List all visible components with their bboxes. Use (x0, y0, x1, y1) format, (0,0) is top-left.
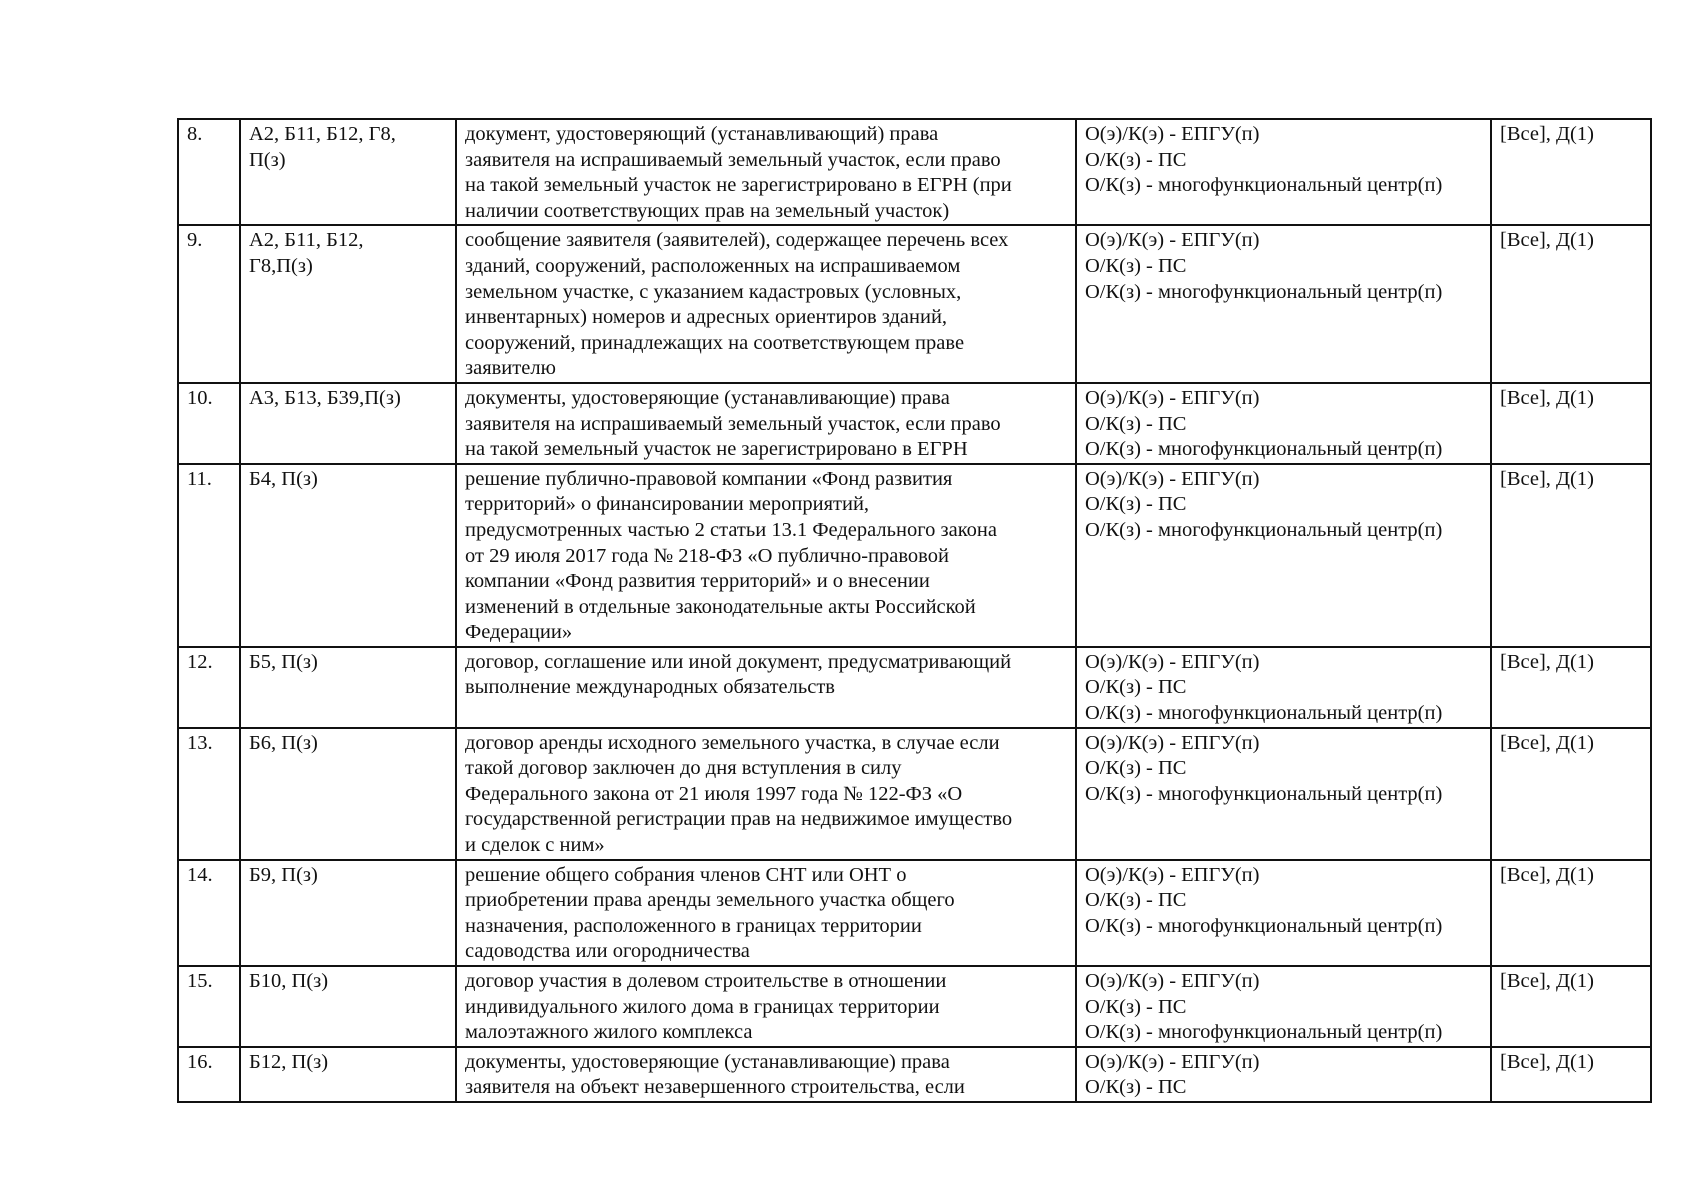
document-line: компании «Фонд развития территорий» и о внесении (465, 570, 930, 593)
methods-line: О/К(з) - многофункциональный центр(п) (1085, 782, 1443, 805)
codes-line: Б9, П(з) (249, 863, 318, 886)
document-line: договор участия в долевом строительстве в отношении (465, 970, 947, 992)
document-line: наличии соответствующих прав на земельный участок) (465, 199, 950, 222)
document-cell (456, 728, 1076, 860)
note-cell: [Все], Д(1) (1491, 225, 1651, 383)
document-cell (456, 119, 1076, 225)
row-number-cell: 13. (178, 728, 240, 860)
document-cell (456, 966, 1076, 1047)
document-line: решение общего собрания членов СНТ или ОНТ о (465, 863, 907, 886)
row-number-cell: 8. (178, 119, 240, 225)
methods-line: О(э)/К(э) - ЕПГУ(п) (1085, 650, 1260, 673)
codes-line: Б5, П(з) (249, 650, 318, 673)
document-line: Федерации» (465, 621, 573, 644)
document-cell (456, 225, 1076, 383)
document-line: договор, соглашение или иной документ, предусматривающий (465, 650, 1012, 673)
table-row (178, 383, 1651, 464)
methods-line: О(э)/К(э) - ЕПГУ(п) (1085, 386, 1260, 409)
document-line: документы, удостоверяющие (устанавливающие) права (465, 1050, 950, 1073)
table-row (178, 1047, 1651, 1102)
methods-cell (1076, 966, 1491, 1047)
methods-line: О(э)/К(э) - ЕПГУ(п) (1085, 1050, 1260, 1073)
methods-line: О/К(з) - ПС (1085, 148, 1187, 171)
table-row (178, 119, 1651, 225)
row-number-cell: 12. (178, 647, 240, 728)
codes-cell (240, 464, 456, 647)
document-line: земельном участке, с указанием кадастровых (условных, (465, 280, 962, 303)
methods-line: О(э)/К(э) - ЕПГУ(п) (1085, 970, 1260, 992)
methods-cell (1076, 860, 1491, 966)
document-line: назначения, расположенного в границах территории (465, 914, 922, 937)
note-cell: [Все], Д(1) (1491, 464, 1651, 647)
document-line: заявителя на испрашиваемый земельный участок, если право (465, 148, 1001, 171)
document-cell (456, 1047, 1076, 1102)
document-line: государственной регистрации прав на недвижимое имущество (465, 808, 1013, 831)
document-line: изменений в отдельные законодательные акты Российской (465, 595, 976, 618)
row-number-cell: 15. (178, 966, 240, 1047)
methods-line: О/К(з) - ПС (1085, 254, 1187, 277)
methods-cell (1076, 119, 1491, 225)
document-line: решение публично-правовой компании «Фонд развития (465, 467, 953, 490)
row-number-cell: 11. (178, 464, 240, 647)
methods-line: О/К(з) - многофункциональный центр(п) (1085, 702, 1443, 725)
table-row (178, 464, 1651, 647)
methods-line: О/К(з) - ПС (1085, 757, 1187, 780)
codes-cell (240, 728, 456, 860)
codes-line: Б10, П(з) (249, 970, 329, 992)
methods-line: О/К(з) - многофункциональный центр(п) (1085, 280, 1443, 303)
methods-line: О(э)/К(э) - ЕПГУ(п) (1085, 731, 1260, 754)
codes-line: А2, Б11, Б12, (249, 229, 364, 252)
codes-cell (240, 860, 456, 966)
methods-line: О/К(з) - многофункциональный центр(п) (1085, 1021, 1443, 1044)
document-line: такой договор заключен до дня вступления в силу (465, 757, 902, 780)
document-line: выполнение международных обязательств (465, 676, 835, 699)
documents-table (177, 118, 1652, 1103)
methods-line: О/К(з) - многофункциональный центр(п) (1085, 914, 1443, 937)
methods-line: О/К(з) - ПС (1085, 995, 1187, 1018)
document-line: территорий» о финансировании мероприятий, (465, 493, 870, 516)
codes-line: П(з) (249, 148, 286, 171)
document-line: договор аренды исходного земельного участка, в случае если (465, 731, 1000, 754)
table-row (178, 225, 1651, 383)
document-line: документы, удостоверяющие (устанавливающие) права (465, 386, 950, 409)
documents-table-body (178, 119, 1651, 1102)
note-cell: [Все], Д(1) (1491, 966, 1651, 1047)
codes-line: Б12, П(з) (249, 1050, 329, 1073)
row-number-cell: 9. (178, 225, 240, 383)
document-line: от 29 июля 2017 года № 218-ФЗ «О публично-правовой (465, 544, 949, 567)
document-line: приобретении права аренды земельного участка общего (465, 889, 955, 912)
codes-cell (240, 119, 456, 225)
codes-line: Б6, П(з) (249, 731, 318, 754)
document-line: заявителя на испрашиваемый земельный участок, если право (465, 412, 1001, 435)
methods-line: О/К(з) - многофункциональный центр(п) (1085, 438, 1443, 461)
table-row (178, 860, 1651, 966)
note-cell: [Все], Д(1) (1491, 647, 1651, 728)
table-row (178, 966, 1651, 1047)
document-cell (456, 647, 1076, 728)
codes-line: А3, Б13, Б39,П(з) (249, 386, 401, 409)
note-cell: [Все], Д(1) (1491, 119, 1651, 225)
row-number-cell: 10. (178, 383, 240, 464)
methods-cell (1076, 728, 1491, 860)
codes-cell (240, 966, 456, 1047)
codes-line: Б4, П(з) (249, 467, 318, 490)
document-line: индивидуального жилого дома в границах территории (465, 995, 940, 1018)
document-cell (456, 383, 1076, 464)
methods-line: О/К(з) - ПС (1085, 1076, 1187, 1099)
methods-line: О/К(з) - многофункциональный центр(п) (1085, 518, 1443, 541)
methods-line: О/К(з) - ПС (1085, 412, 1187, 435)
document-line: зданий, сооружений, расположенных на испрашиваемом (465, 254, 961, 277)
table-row (178, 728, 1651, 860)
methods-line: О(э)/К(э) - ЕПГУ(п) (1085, 123, 1260, 145)
document-line: малоэтажного жилого комплекса (465, 1021, 753, 1044)
note-cell: [Все], Д(1) (1491, 1047, 1651, 1102)
methods-line: О(э)/К(э) - ЕПГУ(п) (1085, 229, 1260, 252)
methods-line: О/К(з) - ПС (1085, 889, 1187, 912)
codes-cell (240, 1047, 456, 1102)
methods-cell (1076, 383, 1491, 464)
methods-cell (1076, 225, 1491, 383)
document-line: садоводства или огородничества (465, 940, 750, 963)
document-cell (456, 860, 1076, 966)
codes-line: А2, Б11, Б12, Г8, (249, 123, 396, 145)
methods-line: О(э)/К(э) - ЕПГУ(п) (1085, 467, 1260, 490)
methods-cell (1076, 1047, 1491, 1102)
document-line: сообщение заявителя (заявителей), содержащее перечень всех (465, 229, 1009, 252)
document-line: заявителя на объект незавершенного строительства, если (465, 1076, 965, 1099)
note-cell: [Все], Д(1) (1491, 860, 1651, 966)
note-cell: [Все], Д(1) (1491, 728, 1651, 860)
document-line: Федерального закона от 21 июля 1997 года № 122-ФЗ «О (465, 782, 963, 805)
document-line: инвентарных) номеров и адресных ориентиров зданий, (465, 306, 948, 329)
codes-cell (240, 225, 456, 383)
methods-cell (1076, 647, 1491, 728)
document-line: и сделок с ним» (465, 834, 605, 857)
document-line: предусмотренных частью 2 статьи 13.1 Федерального закона (465, 518, 997, 541)
codes-cell (240, 383, 456, 464)
document-line: документ, удостоверяющий (устанавливающий) права (465, 123, 939, 145)
note-cell: [Все], Д(1) (1491, 383, 1651, 464)
row-number-cell: 16. (178, 1047, 240, 1102)
document-line: сооружений, принадлежащих на соответствующем праве (465, 331, 965, 354)
codes-line: Г8,П(з) (249, 254, 313, 277)
methods-line: О/К(з) - ПС (1085, 676, 1187, 699)
methods-line: О/К(з) - ПС (1085, 493, 1187, 516)
document-cell (456, 464, 1076, 647)
document-line: на такой земельный участок не зарегистрировано в ЕГРН (465, 438, 968, 461)
methods-line: О(э)/К(э) - ЕПГУ(п) (1085, 863, 1260, 886)
methods-line: О/К(з) - многофункциональный центр(п) (1085, 174, 1443, 197)
row-number-cell: 14. (178, 860, 240, 966)
methods-cell (1076, 464, 1491, 647)
codes-cell (240, 647, 456, 728)
table-row (178, 647, 1651, 728)
document-line: заявителю (465, 357, 556, 380)
document-line: на такой земельный участок не зарегистрировано в ЕГРН (при (465, 174, 1012, 197)
